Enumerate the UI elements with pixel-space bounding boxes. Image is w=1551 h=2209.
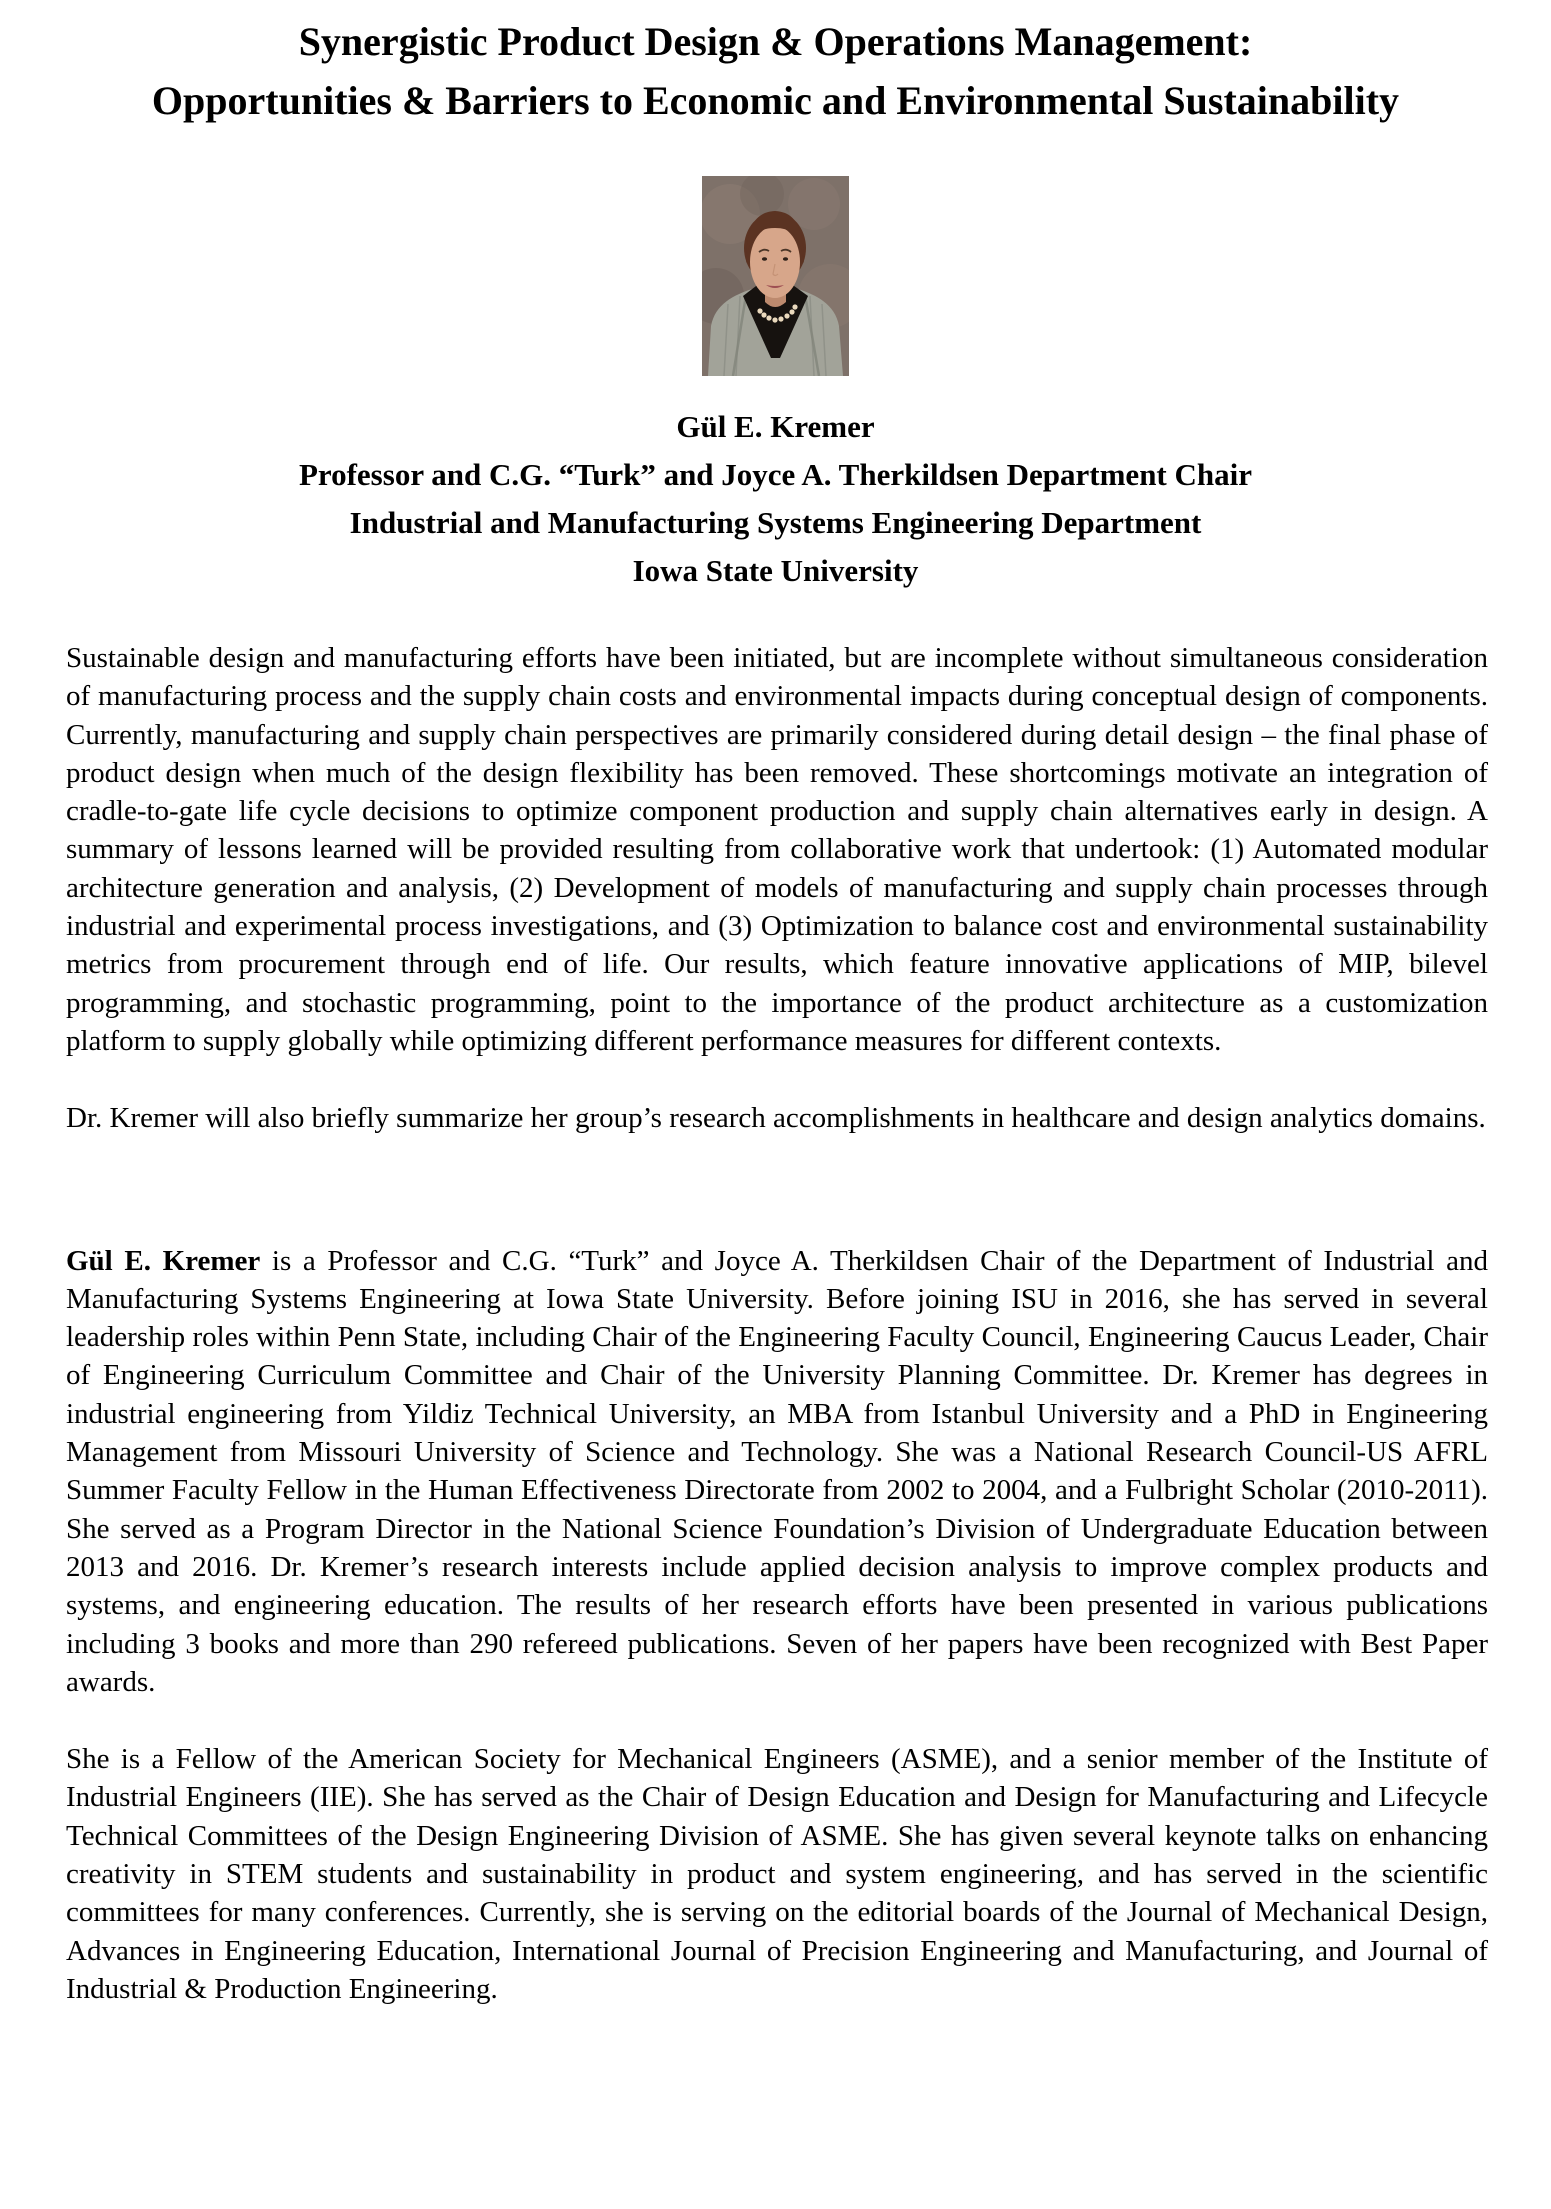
bio-section	[0, 1242, 1551, 2009]
photo-container	[0, 176, 1551, 376]
speaker-department: Industrial and Manufacturing Systems Engineering Department	[349, 505, 1202, 540]
bio-paragraph-1-text: is a Professor and C.G. “Turk” and Joyce A. Therkildsen Chair of the Department of Industrial and Manufacturing Systems Engineering at Iowa State University. Before joining ISU in 2016, she has served in several leadership roles within Penn State, including Chair of the Engineering Faculty Council, Engineering Caucus Leader, Chair of Engineering Curriculum Committee and Chair of the University Planning Committee. Dr. Kremer has degrees in industrial engineering from Yildiz Technical University, an MBA from Istanbul University and a PhD in Engineering Management from Missouri University of Science and Technology. She was a National Research Council-US AFRL Summer Faculty Fellow in the Human Effectiveness Directorate from 2002 to 2004, and a Fulbright Scholar (2010-2011). She served as a Program Director in the National Science Foundation’s Division of Undergraduate Education between 2013 and 2016. Dr. Kremer’s research interests include applied decision analysis to improve complex products and systems, and engineering education. The results of her research efforts have been presented in various publications including 3 books and more than 290 refereed publications. Seven of her papers have been recognized with Best Paper awards.	[66, 1244, 1488, 1698]
speaker-name: Gül E. Kremer	[676, 409, 875, 444]
page-title-line-1: Synergistic Product Design & Operations Management:	[298, 19, 1253, 64]
abstract-section	[0, 639, 1551, 1138]
page-title	[0, 0, 1551, 130]
speaker-university: Iowa State University	[632, 553, 919, 588]
abstract-paragraph-1: Sustainable design and manufacturing efforts have been initiated, but are incomplete without simultaneous consideration of manufacturing process and the supply chain costs and environmental impacts during conceptual design of components. Currently, manufacturing and supply chain perspectives are primarily considered during detail design – the final phase of product design when much of the design flexibility has been removed. These shortcomings motivate an integration of cradle-to-gate life cycle decisions to optimize component production and supply chain alternatives early in design. A summary of lessons learned will be provided resulting from collaborative work that undertook: (1) Automated modular architecture generation and analysis, (2) Development of models of manufacturing and supply chain processes through industrial and experimental process investigations, and (3) Optimization to balance cost and environmental sustainability metrics from procurement through end of life. Our results, which feature innovative applications of MIP, bilevel programming, and stochastic programming, point to the importance of the product architecture as a customization platform to supply globally while optimizing different performance measures for different contexts.	[66, 642, 1488, 1057]
speaker-block	[0, 403, 1551, 595]
abstract-paragraph-2: Dr. Kremer will also briefly summarize her group’s research accomplishments in healthcare and design analytics domains.	[66, 1102, 1486, 1135]
speaker-position: Professor and C.G. “Turk” and Joyce A. Therkildsen Department Chair	[298, 457, 1253, 492]
page-title-line-2: Opportunities & Barriers to Economic and Environmental Sustainability	[151, 78, 1400, 123]
speaker-photo	[702, 176, 849, 376]
bio-speaker-name: Gül E. Kremer	[66, 1244, 261, 1277]
bio-paragraph-2: She is a Fellow of the American Society for Mechanical Engineers (ASME), and a senior member of the Institute of Industrial Engineers (IIE). She has served as the Chair of Design Education and Design for Manufacturing and Lifecycle Technical Committees of the Design Engineering Division of ASME. She has given several keynote talks on enhancing creativity in STEM students and sustainability in product and system engineering, and has served in the scientific committees for many conferences. Currently, she is serving on the editorial boards of the Journal of Mechanical Design, Advances in Engineering Education, International Journal of Precision Engineering and Manufacturing, and Journal of Industrial & Production Engineering.	[66, 1743, 1488, 2005]
bio-paragraph-1	[66, 1242, 1488, 1702]
